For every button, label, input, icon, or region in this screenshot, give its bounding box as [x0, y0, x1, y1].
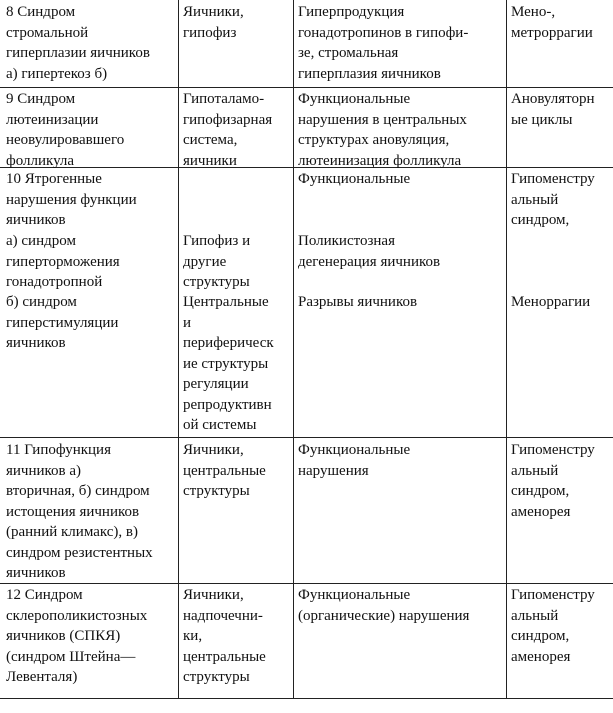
table-cell: Ановуляторн ые циклы: [511, 91, 595, 128]
table-cell: Центральные и периферическ ие структуры регуляции репродуктивн ой системы: [183, 294, 274, 433]
table-cell: Гипофиз и другие структуры: [183, 233, 251, 290]
table-cell: Яичники, гипофиз: [183, 4, 244, 41]
table-cell: Гиперпродукция гонадотропинов в гипофи- зе, стромальная гиперплазия яичников: [298, 4, 469, 82]
table-cell: Поликистозная дегенерация яичников: [298, 233, 441, 270]
table-cell: а) синдром гиперторможения гонадотропной: [6, 233, 120, 290]
table-cell: Гипоталамо- гипофизарная система, яичники: [183, 91, 273, 169]
table-cell: Яичники, надпочечни- ки, центральные структуры: [183, 587, 266, 685]
table-cell: Разрывы яичников: [298, 294, 418, 310]
table-cell: Гипоменстру альный синдром,: [511, 171, 595, 228]
table-cell: Гипоменстру альный синдром, аменорея: [511, 587, 595, 665]
table-cell: 12 Синдром склерополикистозных яичников (СПКЯ) (синдром Штейна— Левенталя): [6, 587, 148, 685]
table-cell: 8 Синдром стромальной гиперплазии яичников а) гипертекоз б): [6, 4, 150, 82]
row-divider: [0, 87, 613, 88]
table-cell: б) синдром гиперстимуляции яичников: [6, 294, 119, 351]
column-divider: [506, 0, 507, 699]
table-cell: 9 Синдром лютеинизации неовулировавшего фолликула: [6, 91, 125, 169]
table-cell: Яичники, центральные структуры: [183, 442, 266, 499]
table-cell: 10 Ятрогенные нарушения функции яичников: [6, 171, 137, 228]
table-cell: 11 Гипофункция яичников а) вторичная, б) синдром истощения яичников (ранний климакс), в) синдром резистентных яичников: [6, 442, 153, 581]
table-cell: Функциональные (органические) нарушения: [298, 587, 470, 624]
table-cell: Гипоменстру альный синдром, аменорея: [511, 442, 595, 520]
table-cell: Функциональные нарушения: [298, 442, 411, 479]
table-cell: Функциональные нарушения в центральных структурах ановуляция, лютеинизация фолликула: [298, 91, 467, 169]
table-cell: Функциональные: [298, 171, 411, 187]
table-cell: Мено-, метроррагии: [511, 4, 593, 41]
row-divider: [0, 437, 613, 438]
table-cell: Меноррагии: [511, 294, 591, 310]
row-divider: [0, 698, 613, 699]
column-divider: [293, 0, 294, 699]
column-divider: [178, 0, 179, 699]
